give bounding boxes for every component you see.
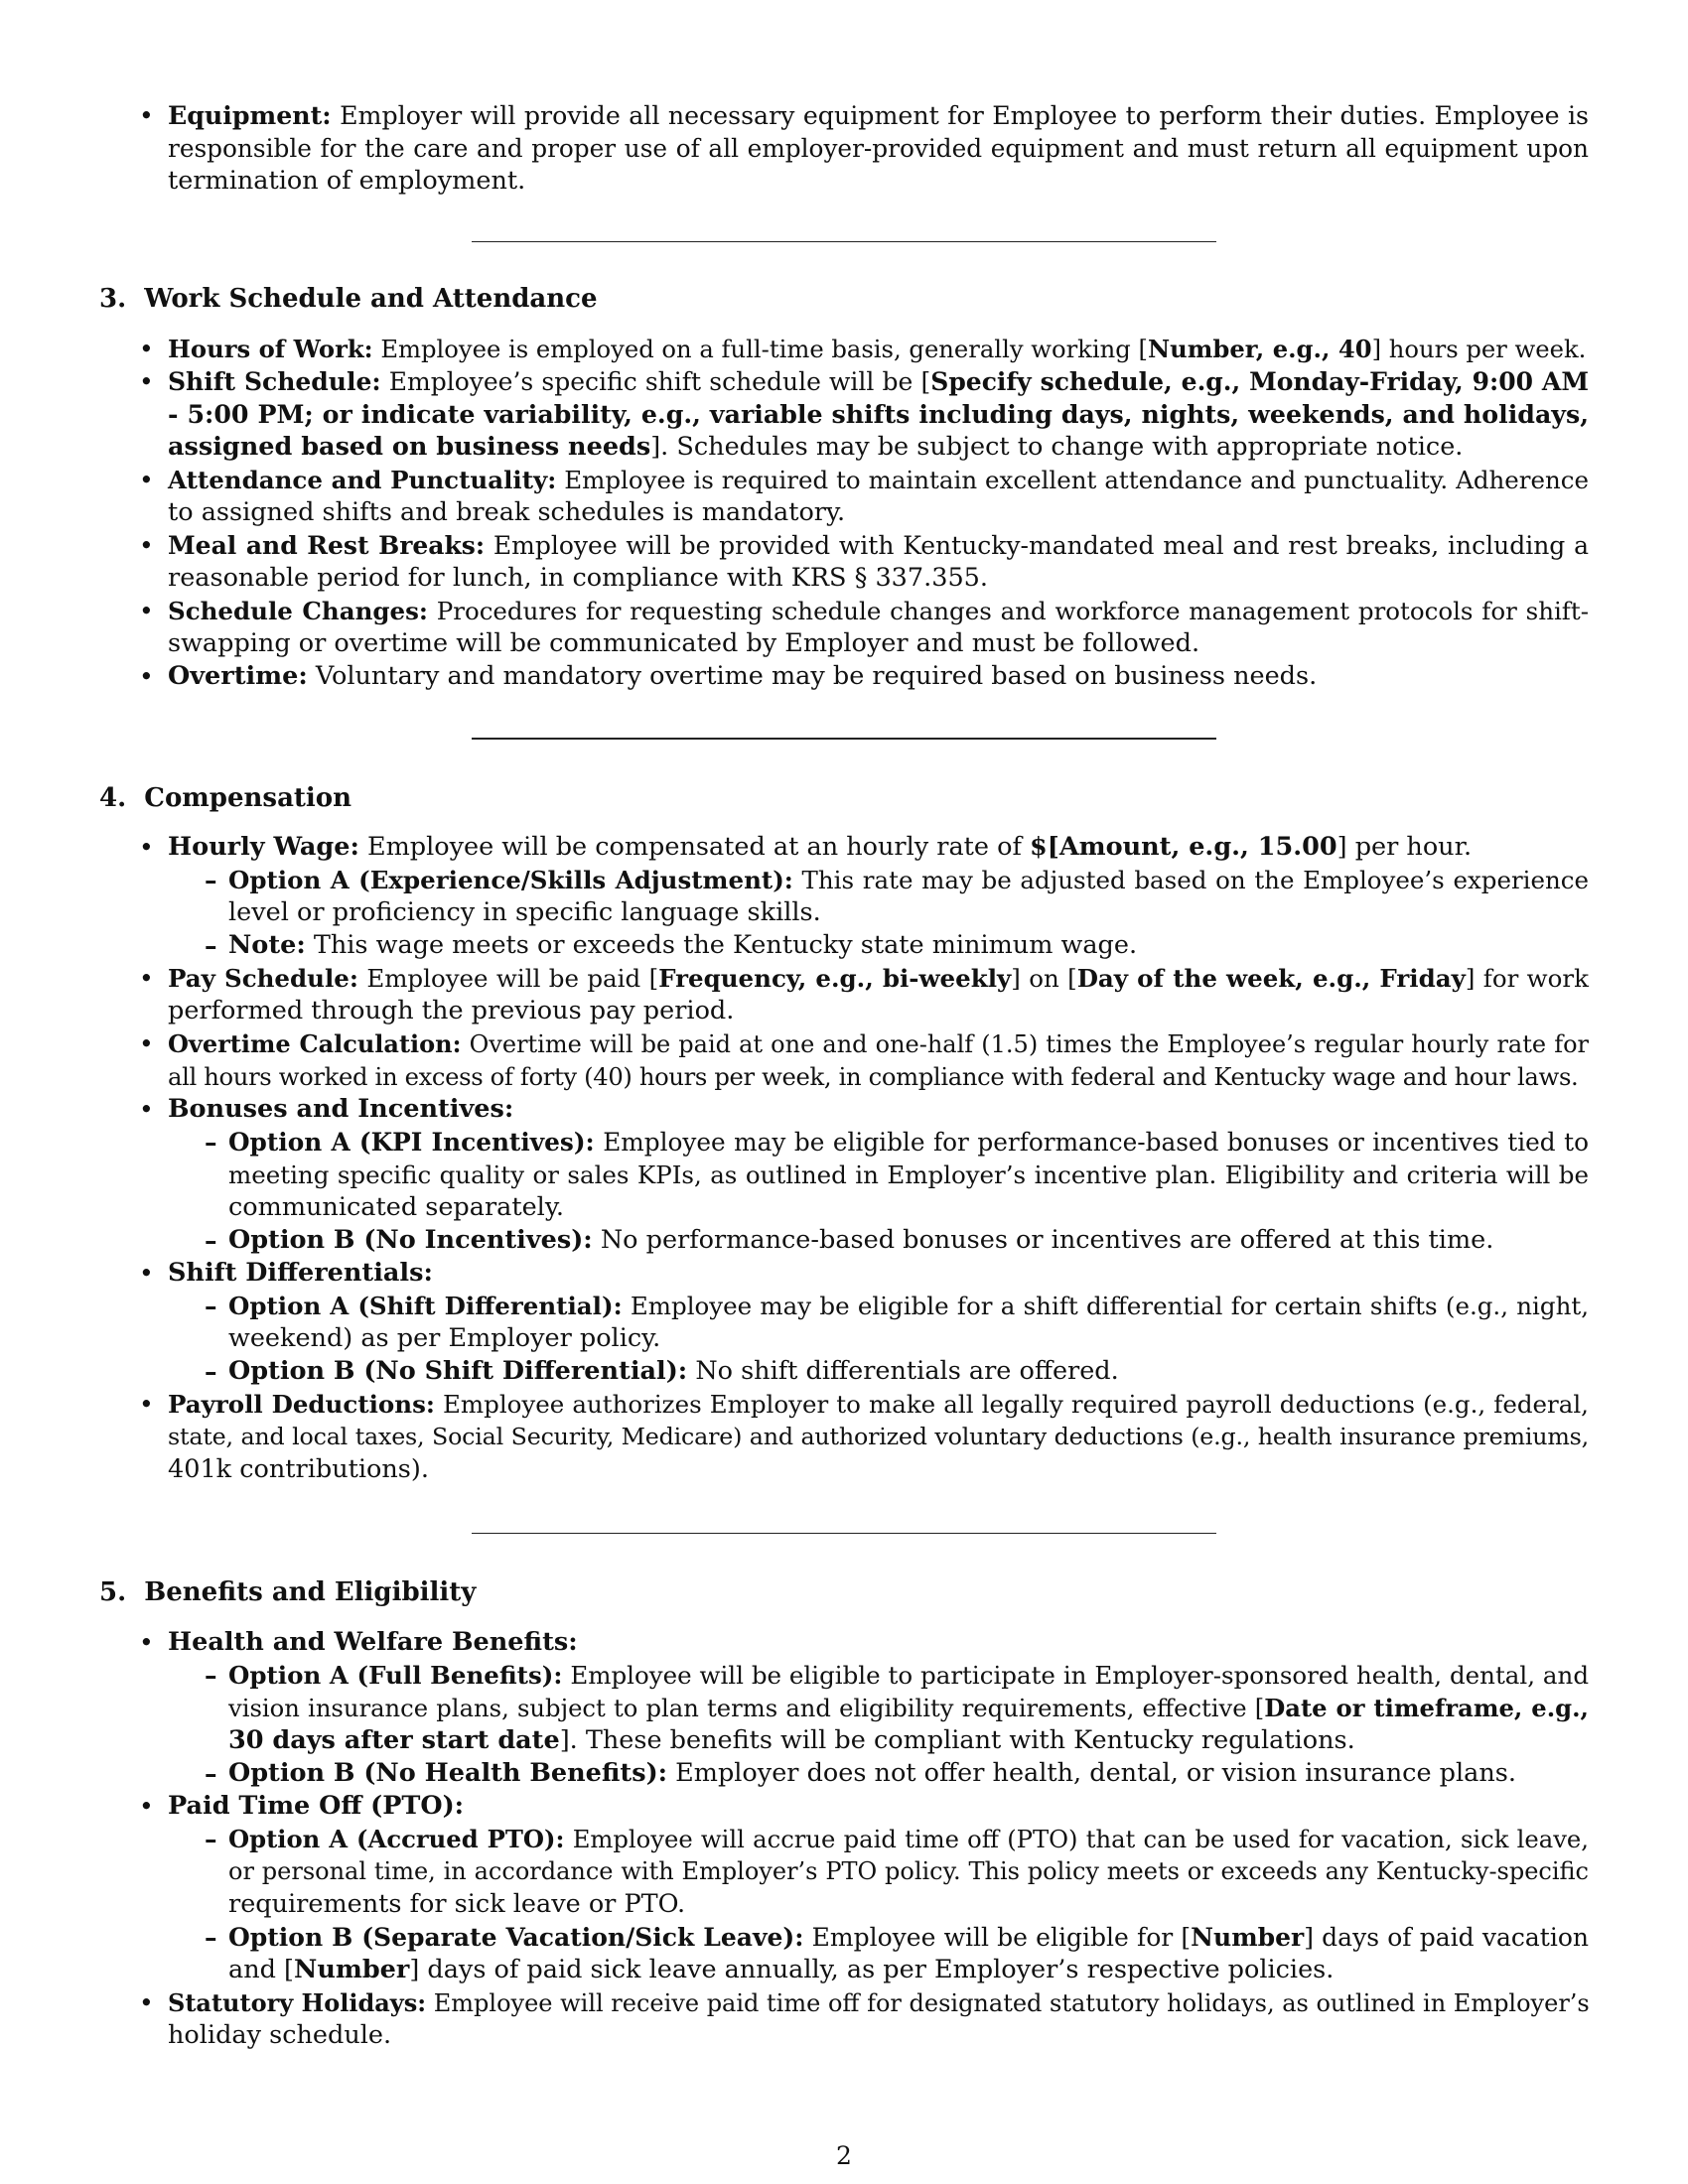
bonus-option-b: Option B (No Incentives): No performance-based bonuses or incentives are offered at this time. [228, 1225, 1494, 1255]
pay-schedule-line-2: performed through the previous pay period. [168, 996, 735, 1025]
bullet: • [139, 597, 154, 625]
bonus-option-a-line-1: Option A (KPI Incentives): Employee may be eligible for performance-based bonuses or incentives tied to [228, 1128, 1589, 1157]
overtime-calc-line-2: all hours worked in excess of forty (40) hours per week, in compliance with federal and Kentucky wage and hour laws. [168, 1062, 1579, 1091]
equipment-line-2: responsible for the care and proper use of all employer-provided equipment and must return all equipment upon [168, 134, 1589, 163]
payroll-line-3: 401k contributions). [168, 1454, 429, 1484]
holidays-line-1: Statutory Holidays: Employee will receive paid time off for designated statutory holidays, as outlined in Employer’s [168, 1988, 1590, 2017]
bullet: • [139, 101, 154, 130]
health-option-a-line-3: 30 days after start date]. These benefits will be compliant with Kentucky regulations. [228, 1725, 1355, 1755]
section-divider [472, 241, 1216, 242]
dash: – [205, 1226, 217, 1255]
hourly-wage: Hourly Wage: Employee will be compensated at an hourly rate of $[Amount, e.g., 15.00] per hour. [168, 832, 1473, 862]
section-5-heading: 5. Benefits and Eligibility [99, 1577, 477, 1607]
section-4-heading: 4. Compensation [99, 783, 352, 813]
pto-option-a-line-2: or personal time, in accordance with Employer’s PTO policy. This policy meets or exceeds any Kentucky-specific [228, 1857, 1589, 1885]
dash: – [205, 1128, 217, 1157]
pto-option-a-line-3: requirements for sick leave or PTO. [228, 1889, 686, 1919]
pto-heading: Paid Time Off (PTO): [168, 1791, 465, 1821]
schedule-changes-line-2: swapping or overtime will be communicated by Employer and must be followed. [168, 628, 1200, 658]
health-option-a-line-1: Option A (Full Benefits): Employee will be eligible to participate in Employer-sponsored health, dental, and [228, 1661, 1589, 1690]
diff-option-a-line-2: weekend) as per Employer policy. [228, 1323, 661, 1353]
dash: – [205, 1661, 217, 1690]
bullet: • [139, 1029, 154, 1058]
shift-schedule-line-1: Shift Schedule: Employee’s specific shift schedule will be [Specify schedule, e.g., Monday-Friday, 9:00 AM [168, 367, 1589, 396]
bullet: • [139, 964, 154, 993]
wage-option-a-line-1: Option A (Experience/Skills Adjustment): This rate may be adjusted based on the Employee’s experience [228, 866, 1589, 894]
pay-schedule-line-1: Pay Schedule: Employee will be paid [Frequency, e.g., bi-weekly] on [Day of the week, e.g., Friday] for work [168, 964, 1589, 993]
health-option-b: Option B (No Health Benefits): Employer does not offer health, dental, or vision insurance plans. [228, 1758, 1516, 1788]
dash: – [205, 1292, 217, 1320]
dash: – [205, 1357, 217, 1386]
dash: – [205, 931, 217, 960]
dash: – [205, 1825, 217, 1853]
bullet: • [139, 531, 154, 560]
bullet: • [139, 833, 154, 862]
section-divider [472, 738, 1216, 740]
page-number: 2 [836, 2141, 852, 2170]
health-option-a-line-2: vision insurance plans, subject to plan terms and eligibility requirements, effective [Date or timeframe, e.g., [228, 1694, 1589, 1722]
bullet: • [139, 1259, 154, 1288]
hours-of-work: Hours of Work: Employee is employed on a full-time basis, generally working [Number, e.g., 40] hours per week. [168, 335, 1587, 363]
attendance-line-1: Attendance and Punctuality: Employee is required to maintain excellent attendance and punctuality. Adherence [168, 466, 1589, 494]
bullet: • [139, 466, 154, 494]
shift-differentials-heading: Shift Differentials: [168, 1258, 433, 1288]
bullet: • [139, 1390, 154, 1419]
bullet: • [139, 367, 154, 396]
bullet: • [139, 662, 154, 691]
overtime: Overtime: Voluntary and mandatory overtime may be required based on business needs. [168, 661, 1318, 691]
schedule-changes-line-1: Schedule Changes: Procedures for requesting schedule changes and workforce management protocols for shift- [168, 597, 1589, 625]
section-divider [472, 1533, 1216, 1534]
bonus-option-a-line-2: meeting specific quality or sales KPIs, as outlined in Employer’s incentive plan. Eligibility and criteria will be [228, 1160, 1589, 1189]
equipment-line-1: Equipment: Employer will provide all necessary equipment for Employee to perform their duties. Employee is [168, 100, 1589, 130]
bonus-option-a-line-3: communicated separately. [228, 1192, 564, 1222]
equipment-line-3: termination of employment. [168, 166, 526, 196]
pto-option-b-line-2: and [Number] days of paid sick leave annually, as per Employer’s respective policies. [228, 1955, 1335, 1984]
breaks-line-1: Meal and Rest Breaks: Employee will be provided with Kentucky-mandated meal and rest breaks, including a [168, 531, 1589, 560]
bullet: • [139, 335, 154, 363]
dash: – [205, 1923, 217, 1952]
bullet: • [139, 1095, 154, 1124]
breaks-line-2: reasonable period for lunch, in compliance with KRS § 337.355. [168, 563, 988, 593]
bonuses-heading: Bonuses and Incentives: [168, 1094, 514, 1124]
pto-option-b-line-1: Option B (Separate Vacation/Sick Leave): Employee will be eligible for [Number] days of paid vacation [228, 1923, 1589, 1952]
health-heading: Health and Welfare Benefits: [168, 1627, 578, 1657]
holidays-line-2: holiday schedule. [168, 2020, 392, 2050]
diff-option-b: Option B (No Shift Differential): No shift differentials are offered. [228, 1356, 1119, 1386]
bullet: • [139, 1792, 154, 1821]
bullet: • [139, 1628, 154, 1657]
wage-note: Note: This wage meets or exceeds the Kentucky state minimum wage. [228, 930, 1138, 960]
dash: – [205, 866, 217, 894]
payroll-line-2: state, and local taxes, Social Security, Medicare) and authorized voluntary deductions (e.g., health insurance premiums, [168, 1423, 1589, 1450]
overtime-calc-line-1: Overtime Calculation: Overtime will be paid at one and one-half (1.5) times the Employee’s regular hourly rate for [168, 1029, 1589, 1058]
shift-schedule-line-2: - 5:00 PM; or indicate variability, e.g., variable shifts including days, nights, weekends, and holidays, [168, 399, 1589, 429]
attendance-line-2: to assigned shifts and break schedules is mandatory. [168, 497, 846, 527]
wage-option-a-line-2: level or proficiency in specific language skills. [228, 897, 821, 927]
section-3-heading: 3. Work Schedule and Attendance [99, 284, 598, 314]
diff-option-a-line-1: Option A (Shift Differential): Employee may be eligible for a shift differential for certain shifts (e.g., night, [228, 1292, 1589, 1320]
payroll-line-1: Payroll Deductions: Employee authorizes Employer to make all legally required payroll deductions (e.g., federal, [168, 1390, 1589, 1419]
bullet: • [139, 1988, 154, 2017]
shift-schedule-line-3: assigned based on business needs]. Schedules may be subject to change with appropriate notice. [168, 432, 1464, 462]
dash: – [205, 1759, 217, 1788]
pto-option-a-line-1: Option A (Accrued PTO): Employee will accrue paid time off (PTO) that can be used for vacation, sick leave, [228, 1825, 1589, 1853]
